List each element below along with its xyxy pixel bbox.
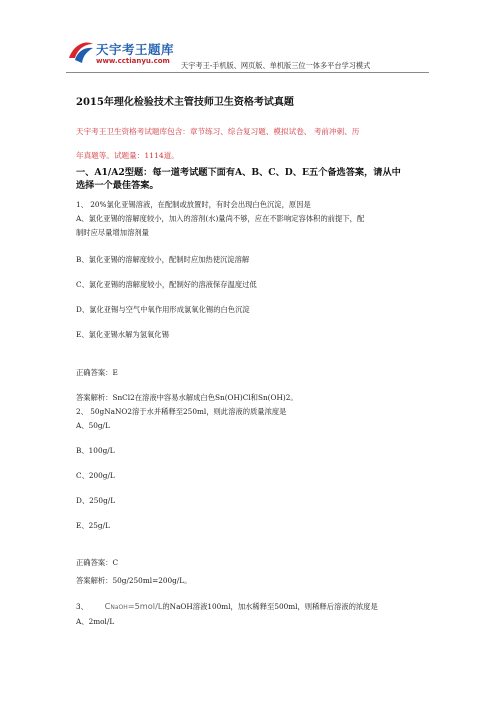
q2-option-b: B、100g/L <box>76 446 115 455</box>
logo-swoosh-icon <box>66 38 96 68</box>
q1-option-a-line-2: 制时应尽量增加溶剂量 <box>76 228 149 237</box>
document-title: 2015年理化检验技术主管技师卫生资格考试真题 <box>76 97 294 108</box>
q3-number: 3、 <box>76 602 88 611</box>
q2-stem: 2、 50gNaNO2溶于水并稀释至250ml，则此溶液的质量浓度是 <box>76 407 287 416</box>
q3-option-a: A、2mol/L <box>76 617 115 626</box>
brand-name: 天宇考王题库 <box>96 42 175 57</box>
q1-option-c: C、氯化亚锡的溶解度较小，配制好的溶液保存温度过低 <box>76 280 257 289</box>
q2-option-d: D、250g/L <box>76 496 116 505</box>
brand-url: www.cctianyu.com <box>96 57 170 65</box>
q1-option-b: B、氯化亚锡的溶解度较小，配制时应加热使沉淀溶解 <box>76 255 250 264</box>
q1-stem: 1、 20%氯化亚锡溶液，在配制或放置时，有时会出现白色沉淀，原因是 <box>76 200 311 209</box>
q3-stem-text: 的NaOH溶液100ml，加水稀释至500ml，则稀释后溶液的浓度是 <box>162 602 378 611</box>
header-divider <box>66 72 429 73</box>
header-tagline: 天宇考王-手机版、网页版、单机版三位一体多平台学习模式 <box>181 61 371 70</box>
intro-line-2: 年真题等。试题量：1114道。 <box>76 151 179 160</box>
q3-stem <box>76 601 378 612</box>
q2-option-c: C、200g/L <box>76 471 115 480</box>
q1-answer: 正确答案：E <box>76 368 118 377</box>
q3-concentration-formula: CNaOH=5mol/L <box>104 601 163 611</box>
q2-answer: 正确答案：C <box>76 558 119 567</box>
section-heading-line-2: 选择一个最佳答案。 <box>76 180 159 191</box>
q1-analysis: 答案解析：SnCl2在溶液中容易水解成白色Sn(OH)Cl和Sn(OH)2。 <box>76 393 298 402</box>
section-heading-line-1: 一、A1/A2型题：每一道考试题下面有A、B、C、D、E五个备选答案，请从中 <box>76 167 401 178</box>
q2-option-a: A、50g/L <box>76 421 110 430</box>
q2-option-e: E、25g/L <box>76 521 110 530</box>
q1-option-d: D、氯化亚锡与空气中氧作用形成氯氧化锡的白色沉淀 <box>76 305 250 314</box>
intro-line-1: 天宇考王卫生资格考试题库包含：章节练习、综合复习题、模拟试卷、 考前冲刺、历 <box>76 127 360 136</box>
q1-option-e: E、氯化亚锡水解为氢氧化锡 <box>76 330 169 339</box>
q2-analysis: 答案解析：50g/250ml=200g/L。 <box>76 576 192 585</box>
q1-option-a-line-1: A、氯化亚锡的溶解度较小，加入的溶剂(水)量尚不够，应在不影响定容体积的前提下，配 <box>76 214 365 223</box>
